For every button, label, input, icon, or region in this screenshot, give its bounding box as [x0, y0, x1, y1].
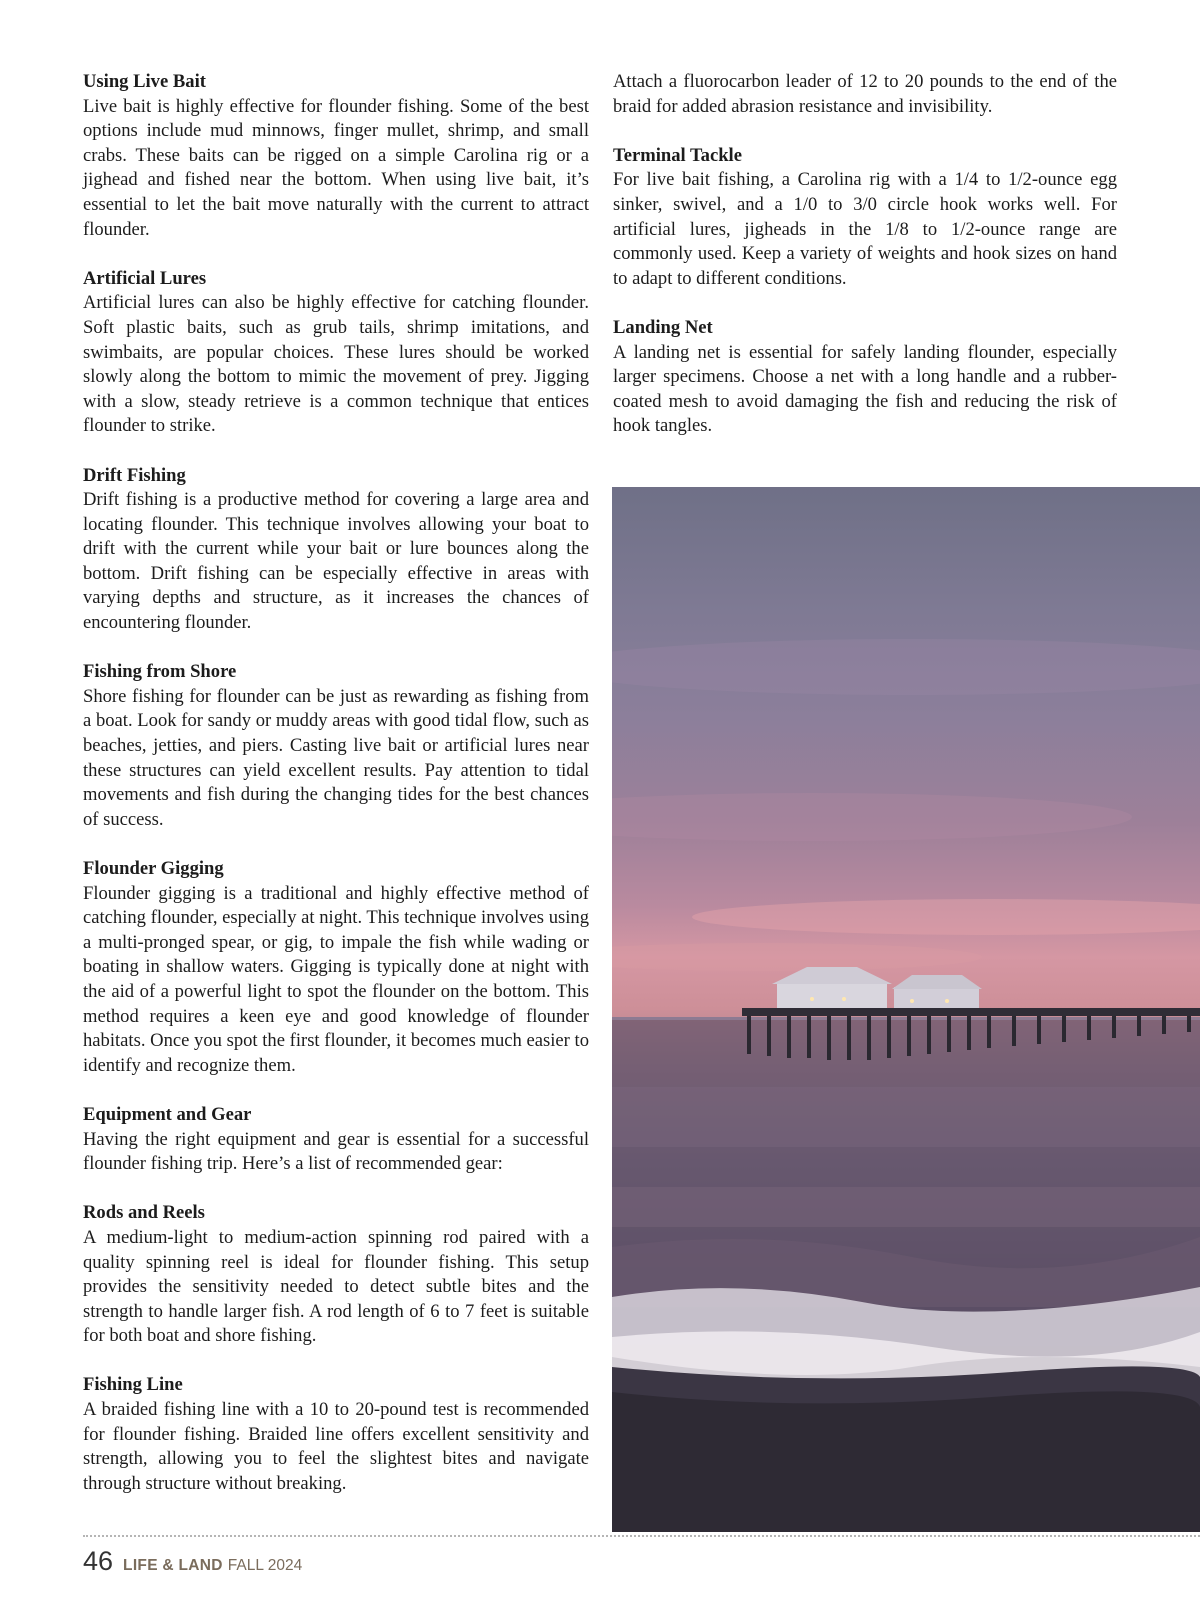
section-body: For live bait fishing, a Carolina rig with a 1/4 to 1/2-ounce egg sinker, swivel, and a 1/0 to 3/0 circle hook works well. For artificial lures, jigheads in the 1/8 to 1/2-ounce range are commonly used. Keep a variety of weights and hook sizes on hand to adapt to different conditions.: [613, 169, 1117, 289]
section-flounder-gigging: [83, 857, 589, 1078]
pier-scene-illustration: [612, 487, 1200, 1532]
right-column: [613, 70, 1117, 464]
section-body: A medium-light to medium-action spinning rod paired with a quality spinning reel is ideal for flounder fishing. This setup provides the sensitivity needed to detect subtle bites and the strength to handle larger fish. A rod length of 6 to 7 feet is suitable for both boat and shore fishing.: [83, 1226, 589, 1347]
section-using-live-bait: [83, 70, 589, 242]
section-body: Having the right equipment and gear is essential for a successful flounder fishing trip. Here’s a list of recommended gear:: [83, 1128, 589, 1175]
left-column: [83, 70, 589, 1521]
section-heading: Rods and Reels: [83, 1202, 205, 1224]
section-body: Shore fishing for flounder can be just as rewarding as fishing from a boat. Look for sandy or muddy areas with good tidal flow, such as beaches, jetties, and piers. Casting live bait or artificial lures near these structures can yield excellent results. Pay attention to tidal movements and fish during the changing tides for the best chances of success.: [83, 685, 589, 830]
section-body: A braided fishing line with a 10 to 20-pound test is recommended for flounder fishing. Braided line offers excellent sensitivity and strength, allowing you to feel the slightest bites and navigate through structure without breaking.: [83, 1399, 589, 1494]
page-number: 46: [83, 1546, 114, 1576]
section-body: Flounder gigging is a traditional and highly effective method of catching flounder, especially at night. This technique involves using a multi-pronged spear, or gig, to impale the fish while wading or boating in shallow waters. Gigging is typically done at night with the aid of a powerful light to spot the flounder on the bottom. This method requires a keen eye and good knowledge of flounder habitats. Once you spot the first flounder, it becomes much easier to identify and recognize them.: [83, 882, 589, 1076]
section-heading: Drift Fishing: [83, 464, 186, 486]
section-body: Artificial lures can also be highly effective for catching flounder. Soft plastic baits, such as grub tails, shrimp imitations, and swimbaits, are popular choices. These lures should be worked slowly along the bottom to mimic the movement of prey. Jigging with a slow, steady retrieve is a common technique that entices flounder to strike.: [83, 292, 589, 437]
footer-rule: [83, 1535, 1200, 1537]
section-body: Drift fishing is a productive method for covering a large area and locating flounder. This technique involves allowing your boat to drift with the current while your bait or lure bounces along the bottom. Drift fishing can be especially effective in areas with varying depths and structure, as it increases the chances of encountering flounder.: [83, 489, 589, 634]
section-drift-fishing: [83, 464, 589, 636]
section-equipment-and-gear: [83, 1103, 589, 1177]
section-heading: Flounder Gigging: [83, 858, 224, 879]
pier-sunset-photo: [612, 487, 1200, 1532]
section-heading: Artificial Lures: [83, 267, 207, 289]
section-fishing-line: [83, 1373, 589, 1496]
section-heading: Fishing Line: [83, 1374, 183, 1396]
section-heading: Using Live Bait: [83, 71, 206, 92]
section-artificial-lures: [83, 267, 589, 439]
section-continuation: [613, 70, 1117, 119]
section-heading: Terminal Tackle: [613, 144, 742, 166]
page-footer: [83, 1546, 302, 1586]
section-terminal-tackle: [613, 144, 1117, 292]
section-heading: Landing Net: [613, 316, 713, 338]
section-fishing-from-shore: [83, 660, 589, 832]
section-body: Attach a fluorocarbon leader of 12 to 20 pounds to the end of the braid for added abrasion resistance and invisibility.: [613, 71, 1117, 117]
magazine-name: LIFE & LAND: [123, 1557, 223, 1574]
issue-label: FALL 2024: [227, 1557, 303, 1574]
section-heading: Equipment and Gear: [83, 1103, 252, 1125]
section-landing-net: [613, 316, 1117, 439]
section-heading: Fishing from Shore: [83, 661, 237, 683]
section-rods-and-reels: [83, 1201, 589, 1349]
section-body: A landing net is essential for safely landing flounder, especially larger specimens. Choose a net with a long handle and a rubber-coated mesh to avoid damaging the fish and reducing the risk of hook tangles.: [613, 341, 1117, 437]
section-body: Live bait is highly effective for flounder fishing. Some of the best options include mud minnows, finger mullet, shrimp, and small crabs. These baits can be rigged on a simple Carolina rig or a jighead and fished near the bottom. When using live bait, it’s essential to let the bait move naturally with the current to attract flounder.: [83, 95, 589, 240]
